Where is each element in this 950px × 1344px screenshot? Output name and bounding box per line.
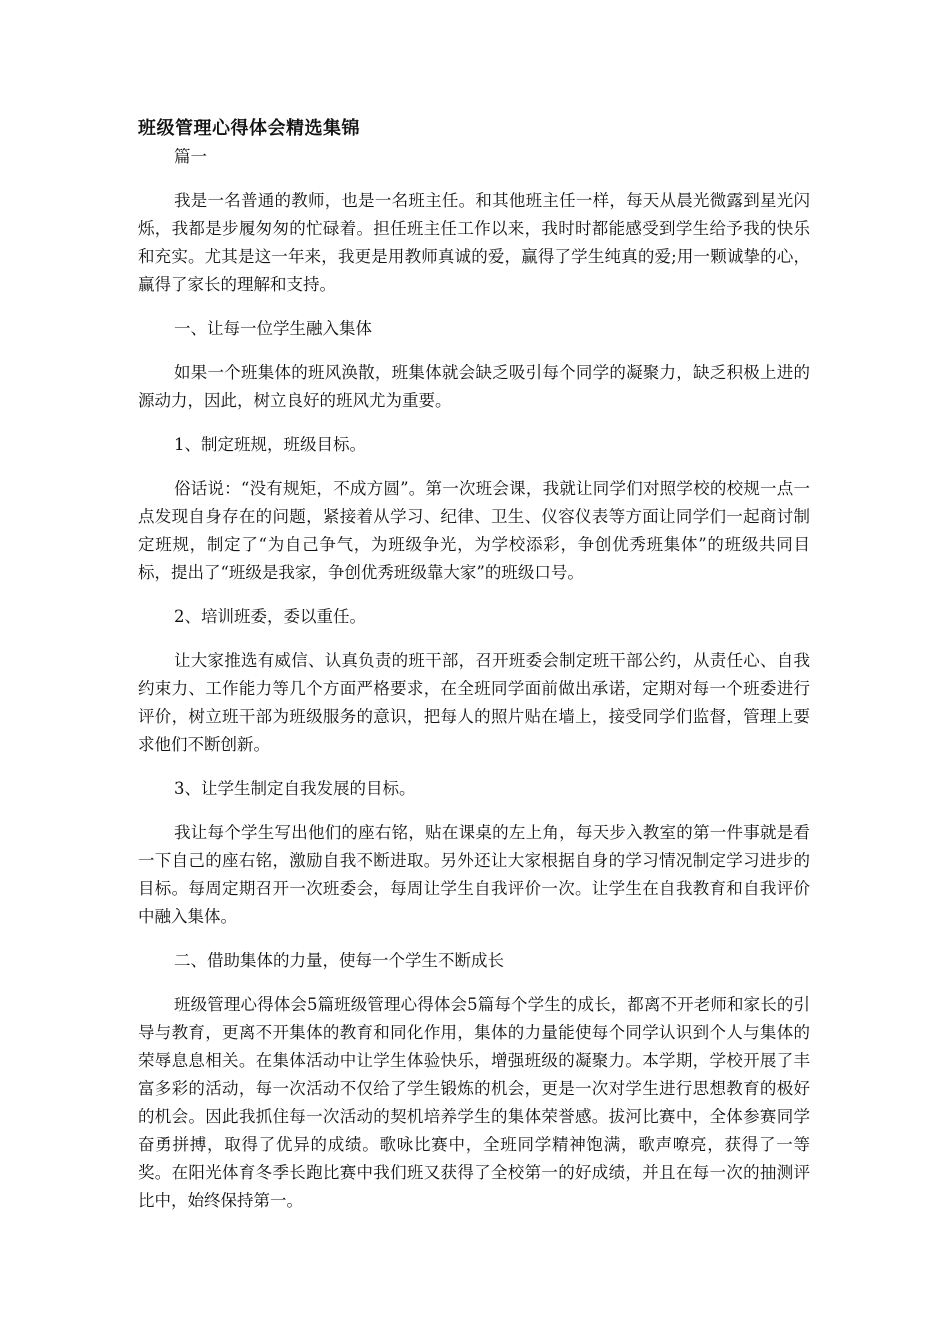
paragraph-train-committee: 让大家推选有威信、认真负责的班干部，召开班委会制定班干部公约，从责任心、自我约束力、工作能力等几个方面严格要求，在全班同学面前做出承诺，定期对每一个班委进行评价，树立班干部为班级服务的意识，把每人的照片贴在墙上，接受同学们监督，管理上要求他们不断创新。 [138, 651, 810, 754]
heading-class-rules: 1、制定班规，班级目标。 [174, 435, 366, 454]
paragraph-class-spirit: 如果一个班集体的班风涣散，班集体就会缺乏吸引每个同学的凝聚力，缺乏积极上进的源动力，因此，树立良好的班风尤为重要。 [138, 363, 810, 410]
heading-self-goals: 3、让学生制定自我发展的目标。 [174, 779, 416, 798]
paragraph-class-rules: 俗话说：“没有规矩，不成方圆”。第一次班会课，我就让同学们对照学校的校规一点一点发现自身存在的问题，紧接着从学习、纪律、卫生、仪容仪表等方面让同学们一起商讨制定班规，制定了“为自己争气，为班级争光，为学校添彩，争创优秀班集体”的班级共同目标，提出了“班级是我家，争创优秀班级靠大家”的班级口号。 [138, 479, 810, 582]
paragraph-self-goals: 我让每个学生写出他们的座右铭，贴在课桌的左上角，每天步入教室的第一件事就是看一下自己的座右铭，激励自我不断进取。另外还让大家根据自身的学习情况制定学习进步的目标。每周定期召开一次班委会，每周让学生自我评价一次。让学生在自我教育和自我评价中融入集体。 [138, 823, 810, 926]
section-label: 篇一 [174, 147, 207, 166]
heading-part-one: 一、让每一位学生融入集体 [174, 319, 372, 338]
paragraph-collective-strength: 班级管理心得体会5篇班级管理心得体会5篇每个学生的成长，都离不开老师和家长的引导与教育，更离不开集体的教育和同化作用，集体的力量能使每个同学认识到个人与集体的荣辱息息相关。在集体活动中让学生体验快乐，增强班级的凝聚力。本学期，学校开展了丰富多彩的活动，每一次活动不仅给了学生锻炼的机会，更是一次对学生进行思想教育的极好的机会。因此我抓住每一次活动的契机培养学生的集体荣誉感。拔河比赛中，全体参赛同学奋勇拼搏，取得了优异的成绩。歌咏比赛中，全班同学精神饱满，歌声嘹亮，获得了一等奖。在阳光体育冬季长跑比赛中我们班又获得了全校第一的好成绩，并且在每一次的抽测评比中，始终保持第一。 [138, 995, 810, 1210]
paragraph-intro: 我是一名普通的教师，也是一名班主任。和其他班主任一样，每天从晨光微露到星光闪烁，我都是步履匆匆的忙碌着。担任班主任工作以来，我时时都能感受到学生给予我的快乐和充实。尤其是这一年来，我更是用教师真诚的爱，赢得了学生纯真的爱;用一颗诚挚的心，赢得了家长的理解和支持。 [138, 191, 810, 294]
document-page [138, 115, 810, 1231]
heading-part-two: 二、借助集体的力量，使每一个学生不断成长 [174, 951, 504, 970]
heading-train-committee: 2、培训班委，委以重任。 [174, 607, 366, 626]
document-title: 班级管理心得体会精选集锦 [138, 118, 360, 139]
